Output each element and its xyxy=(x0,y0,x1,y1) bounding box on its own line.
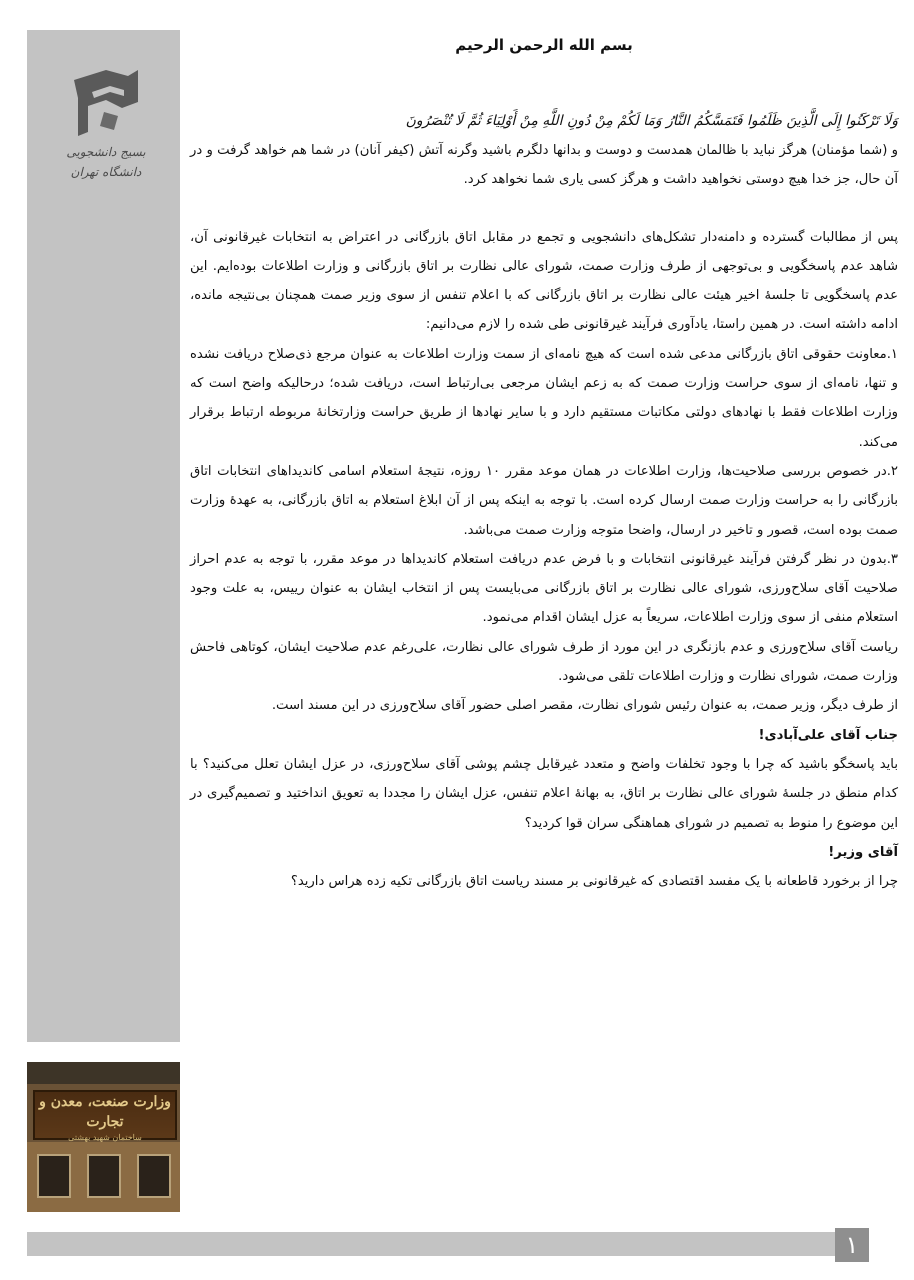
list-item-3: ۳.بدون در نظر گرفتن فرآیند غیرقانونی انتخابات و با فرض عدم دریافت استعلام کاندیداها در موعد مقرر، با توجه به عدم احراز صلاحیت آقای سلاح‌ورزی، شورای عالی نظارت بر اتاق بازرگانی می‌بایست پس از انتخاب ایشان به عنوان رییس، به علت وجود استعلام منفی از سوی وزارت اطلاعات، سریعاً به عزل ایشان اقدام می‌نمود. xyxy=(190,551,898,626)
ministry-sign xyxy=(33,1090,177,1140)
intro-paragraph: پس از مطالبات گسترده و دامنه‌دار تشکل‌های دانشجویی و تجمع در مقابل اتاق بازرگانی در اعتراض به انتخابات غیرقانونی آن، شاهد عدم پاسخگویی و بی‌توجهی از طرف وزارت صمت، شورای عالی نظارت بر اتاق بازرگانی و وزارت اطلاعات بوده‌ایم. این عدم پاسخگویی تا جلسهٔ اخیر هیئت عالی نظارت بر اتاق بازرگانی که با اعلام تنفس از سوی وزیر صمت همچنان بی‌نتیجه مانده، ادامه داشته است. در همین راستا، یادآوری فرآیند غیرقانونی طی شده را لازم می‌دانیم: xyxy=(190,229,898,333)
aliabadi-heading: جناب آقای علی‌آبادی! xyxy=(758,727,898,743)
photo-window xyxy=(37,1154,71,1198)
footer-bar xyxy=(27,1232,868,1256)
presidency-paragraph: ریاست آقای سلاح‌ورزی و عدم بازنگری در این مورد از طرف شورای عالی نظارت، علی‌رغم عدم صلاحیت ایشان، کوتاهی فاحش وزارت صمت، شورای نظارت و وزارت اطلاعات تلقی می‌شود. xyxy=(190,639,898,685)
question-paragraph: چرا از برخورد قاطعانه با یک مفسد اقتصادی که غیرقانونی بر مسند ریاست اتاق بازرگانی تکیه زده هراس دارید؟ xyxy=(290,874,898,890)
flag-logo-icon xyxy=(66,62,146,142)
photo-window xyxy=(137,1154,171,1198)
logo-text-line-2: دانشگاه تهران xyxy=(70,165,142,179)
spacer xyxy=(190,195,898,223)
list-item-2: ۲.در خصوص بررسی صلاحیت‌ها، وزارت اطلاعات در همان موعد مقرر ۱۰ روزه، نتیجهٔ استعلام اسامی کاندیداهای انتخابات اتاق بازرگانی را به حراست وزارت صمت ارسال کرده است. با توجه به اینکه پس از آن ابلاغ استعلام به اتاق بازرگانی، به عهدهٔ وزارت صمت بوده است، قصور و تاخیر در ارسال، واضحا متوجه وزارت صمت می‌باشد. xyxy=(190,463,898,538)
verse-translation: و (شما مؤمنان) هرگز نباید با ظالمان همدست و دوست و بدانها دلگرم باشید وگرنه آتش (کیفر آنان) در شما هم خواهد گرفت و در آن حال، جز خدا هیچ دوستی نخواهید داشت و هرگز کسی یاری شما نخواهد کرد. xyxy=(190,143,898,188)
minister-paragraph: از طرف دیگر، وزیر صمت، به عنوان رئیس شورای نظارت، مقصر اصلی حضور آقای سلاح‌ورزی در این مسند است. xyxy=(271,698,898,714)
aliabadi-paragraph: باید پاسخگو باشید که چرا با وجود تخلفات واضح و متعدد غیرقابل چشم پوشی آقای سلاح‌ورزی، در عزل ایشان تعلل می‌کنید؟ با کدام منطق در جلسهٔ شورای عالی نظارت بر اتاق، به بهانهٔ اعلام تنفس، عزل ایشان را مجددا به تعویق انداختید و تصمیم‌گیری در این موضوع را منوط به تصمیم در شورای هماهنگی سران قوا کردید؟ xyxy=(190,756,898,831)
logo-text-line-1: بسیج دانشجویی xyxy=(66,145,146,159)
sidebar-panel xyxy=(27,30,180,1042)
photo-roof xyxy=(27,1062,180,1084)
document-body xyxy=(190,34,898,1224)
bismillah-heading: بسم الله الرحمن الرحیم xyxy=(455,36,633,54)
logo xyxy=(61,62,151,212)
ministry-building-photo xyxy=(27,1062,180,1212)
page-number: ۱ xyxy=(835,1228,869,1262)
minister-heading: آقای وزیر! xyxy=(828,844,898,860)
sign-title: وزارت صنعت، معدن و تجارت xyxy=(39,1094,171,1130)
photo-window xyxy=(87,1154,121,1198)
quran-verse: وَلَا تَرْكَنُوا إِلَى الَّذِينَ ظَلَمُوا فَتَمَسَّكُمُ النَّارُ وَمَا لَكُمْ مِنْ دُونِ اللَّهِ مِنْ أَوْلِيَاءَ ثُمَّ لَا تُنْصَرُونَ xyxy=(405,113,898,129)
list-item-1: ۱.معاونت حقوقی اتاق بازرگانی مدعی شده است که هیچ نامه‌ای از سمت وزارت اطلاعات به عنوان مرجع ذی‌صلاح دریافت نشده و تنها، نامه‌ای از سوی حراست وزارت صمت که به زعم ایشان مرجعی بی‌ارتباط است، دریافت شده؛ درحالیکه واضح است که وزارت اطلاعات فقط با نهادهای دولتی مکاتبات مستقیم دارد و با سایر نهادها از طریق حراست وزارتخانهٔ مربوطه ارتباط برقرار می‌کند. xyxy=(190,346,898,450)
sign-subtitle: ساختمان شهید بهشتی xyxy=(68,1133,142,1142)
